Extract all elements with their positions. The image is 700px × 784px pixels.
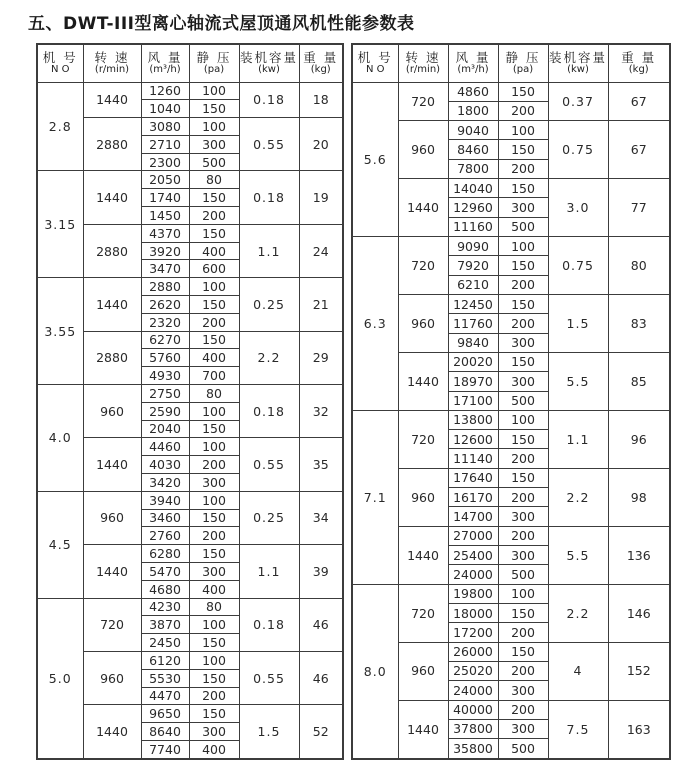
col-header-weight-label: 重 量 (303, 49, 339, 65)
volume-cell: 4860 (448, 82, 498, 101)
volume-cell: 17100 (448, 391, 498, 410)
col-header-volume (141, 44, 189, 82)
header-row (352, 44, 670, 82)
pressure-cell: 80 (189, 171, 239, 189)
speed-cell: 1440 (83, 545, 141, 598)
volume-cell: 27000 (448, 526, 498, 545)
volume-cell: 4230 (141, 598, 189, 616)
volume-cell: 7800 (448, 159, 498, 178)
pressure-cell: 200 (189, 456, 239, 474)
weight-cell: 146 (608, 584, 670, 642)
pressure-cell: 100 (189, 491, 239, 509)
col-header-weight (299, 44, 343, 82)
weight-cell: 19 (299, 171, 343, 224)
pressure-cell: 150 (498, 179, 548, 198)
capacity-cell: 0.18 (239, 385, 299, 438)
col-header-weight (608, 44, 670, 82)
pressure-cell: 500 (189, 153, 239, 171)
volume-cell: 4930 (141, 367, 189, 385)
pressure-cell: 150 (498, 294, 548, 313)
capacity-cell: 0.55 (239, 438, 299, 491)
capacity-cell: 1.1 (548, 410, 608, 468)
table-row (352, 352, 670, 371)
col-header-speed-unit: (r/min) (405, 64, 441, 76)
speed-cell: 1440 (398, 700, 448, 759)
volume-cell: 6210 (448, 275, 498, 294)
model-cell: 2.8 (37, 82, 83, 171)
speed-cell: 960 (398, 121, 448, 179)
volume-cell: 35800 (448, 739, 498, 759)
volume-cell: 8640 (141, 723, 189, 741)
weight-cell: 39 (299, 545, 343, 598)
pressure-cell: 200 (498, 661, 548, 680)
pressure-cell: 150 (189, 634, 239, 652)
pressure-cell: 150 (189, 189, 239, 207)
col-header-weight-unit: (kg) (628, 64, 649, 76)
pressure-cell: 700 (189, 367, 239, 385)
table-row (352, 82, 670, 101)
weight-cell: 67 (608, 121, 670, 179)
volume-cell: 3420 (141, 474, 189, 492)
pressure-cell: 150 (498, 352, 548, 371)
capacity-cell: 2.2 (548, 468, 608, 526)
col-header-model (352, 44, 398, 82)
pressure-cell: 200 (189, 313, 239, 331)
table-row (37, 652, 343, 670)
volume-cell: 11140 (448, 449, 498, 468)
volume-cell: 14700 (448, 507, 498, 526)
pressure-cell: 100 (189, 616, 239, 634)
pressure-cell: 400 (189, 580, 239, 598)
volume-cell: 16170 (448, 488, 498, 507)
pressure-cell: 400 (189, 740, 239, 759)
weight-cell: 98 (608, 468, 670, 526)
col-header-pressure-unit: (pa) (512, 64, 534, 76)
pressure-cell: 500 (498, 217, 548, 236)
speed-cell: 960 (398, 642, 448, 700)
weight-cell: 77 (608, 179, 670, 237)
volume-cell: 2040 (141, 420, 189, 438)
pressure-cell: 300 (498, 198, 548, 217)
speed-cell: 960 (83, 385, 141, 438)
speed-cell: 960 (398, 294, 448, 352)
volume-cell: 13800 (448, 410, 498, 429)
col-header-volume (448, 44, 498, 82)
speed-cell: 960 (83, 652, 141, 705)
volume-cell: 6280 (141, 545, 189, 563)
model-cell: 3.15 (37, 171, 83, 278)
pressure-cell: 200 (498, 526, 548, 545)
tables-container (36, 43, 700, 760)
col-header-model-label: 机 号 (42, 49, 78, 65)
capacity-cell: 0.18 (239, 598, 299, 651)
table-row (37, 224, 343, 242)
model-cell: 3.55 (37, 278, 83, 385)
col-header-volume-label: 风 量 (455, 49, 491, 65)
table-row (37, 438, 343, 456)
pressure-cell: 200 (498, 488, 548, 507)
col-header-capacity-unit: (kw) (258, 64, 280, 76)
volume-cell: 5530 (141, 669, 189, 687)
volume-cell: 9840 (448, 333, 498, 352)
col-header-pressure-unit: (pa) (203, 64, 225, 76)
volume-cell: 12450 (448, 294, 498, 313)
col-header-model-unit: N O (365, 64, 385, 76)
pressure-cell: 150 (498, 642, 548, 661)
pressure-cell: 100 (498, 410, 548, 429)
speed-cell: 2880 (83, 118, 141, 171)
volume-cell: 12600 (448, 430, 498, 449)
capacity-cell: 0.75 (548, 121, 608, 179)
weight-cell: 29 (299, 331, 343, 384)
capacity-cell: 0.75 (548, 237, 608, 295)
pressure-cell: 300 (189, 563, 239, 581)
capacity-cell: 4 (548, 642, 608, 700)
col-header-volume-unit: (m³/h) (457, 64, 489, 76)
table-row (37, 118, 343, 136)
pressure-cell: 150 (189, 100, 239, 118)
volume-cell: 24000 (448, 681, 498, 700)
pressure-cell: 500 (498, 391, 548, 410)
col-header-capacity (548, 44, 608, 82)
pressure-cell: 150 (498, 603, 548, 622)
capacity-cell: 5.5 (548, 352, 608, 410)
pressure-cell: 100 (189, 278, 239, 296)
col-header-capacity (239, 44, 299, 82)
weight-cell: 24 (299, 224, 343, 277)
volume-cell: 40000 (448, 700, 498, 719)
header-row (37, 44, 343, 82)
volume-cell: 20020 (448, 352, 498, 371)
speed-cell: 1440 (398, 526, 448, 584)
col-header-speed-label: 转 速 (405, 49, 441, 65)
model-cell: 7.1 (352, 410, 398, 584)
table-row (352, 700, 670, 719)
table-row (352, 121, 670, 140)
weight-cell: 35 (299, 438, 343, 491)
volume-cell: 12960 (448, 198, 498, 217)
table-row (352, 237, 670, 256)
pressure-cell: 100 (189, 438, 239, 456)
speed-cell: 1440 (398, 352, 448, 410)
table-row (37, 491, 343, 509)
pressure-cell: 150 (498, 430, 548, 449)
speed-cell: 1440 (398, 179, 448, 237)
table-row (37, 598, 343, 616)
col-header-capacity-label: 装机容量 (239, 49, 298, 65)
weight-cell: 46 (299, 598, 343, 651)
volume-cell: 9090 (448, 237, 498, 256)
volume-cell: 6270 (141, 331, 189, 349)
volume-cell: 19800 (448, 584, 498, 603)
col-header-pressure-label: 静 压 (196, 49, 232, 65)
page-title: 五、DWT-III型离心轴流式屋顶通风机性能参数表 (28, 14, 415, 34)
table-row (352, 468, 670, 487)
pressure-cell: 300 (498, 546, 548, 565)
pressure-cell: 300 (498, 507, 548, 526)
capacity-cell: 7.5 (548, 700, 608, 759)
capacity-cell: 1.1 (239, 545, 299, 598)
speed-cell: 720 (83, 598, 141, 651)
spec-table-left (36, 43, 344, 760)
pressure-cell: 100 (189, 118, 239, 136)
volume-cell: 26000 (448, 642, 498, 661)
volume-cell: 2590 (141, 402, 189, 420)
weight-cell: 152 (608, 642, 670, 700)
table-row (37, 331, 343, 349)
col-header-pressure-label: 静 压 (505, 49, 541, 65)
volume-cell: 24000 (448, 565, 498, 584)
pressure-cell: 100 (189, 402, 239, 420)
pressure-cell: 300 (189, 135, 239, 153)
pressure-cell: 100 (498, 237, 548, 256)
volume-cell: 18000 (448, 603, 498, 622)
col-header-weight-unit: (kg) (310, 64, 331, 76)
speed-cell: 2880 (83, 331, 141, 384)
volume-cell: 14040 (448, 179, 498, 198)
pressure-cell: 300 (498, 681, 548, 700)
volume-cell: 3940 (141, 491, 189, 509)
capacity-cell: 0.25 (239, 491, 299, 544)
table-row (37, 278, 343, 296)
pressure-cell: 100 (498, 121, 548, 140)
col-header-pressure (189, 44, 239, 82)
capacity-cell: 1.5 (548, 294, 608, 352)
weight-cell: 80 (608, 237, 670, 295)
volume-cell: 2620 (141, 296, 189, 314)
speed-cell: 720 (398, 237, 448, 295)
volume-cell: 37800 (448, 719, 498, 738)
table-row (37, 82, 343, 100)
volume-cell: 17200 (448, 623, 498, 642)
weight-cell: 163 (608, 700, 670, 759)
col-header-volume-label: 风 量 (147, 49, 183, 65)
volume-cell: 2880 (141, 278, 189, 296)
weight-cell: 83 (608, 294, 670, 352)
volume-cell: 25400 (448, 546, 498, 565)
speed-cell: 1440 (83, 82, 141, 118)
pressure-cell: 100 (498, 584, 548, 603)
pressure-cell: 150 (189, 705, 239, 723)
weight-cell: 67 (608, 82, 670, 121)
capacity-cell: 3.0 (548, 179, 608, 237)
pressure-cell: 200 (498, 314, 548, 333)
col-header-speed (398, 44, 448, 82)
volume-cell: 8460 (448, 140, 498, 159)
table-row (37, 705, 343, 723)
speed-cell: 720 (398, 584, 448, 642)
model-cell: 5.6 (352, 82, 398, 237)
volume-cell: 3470 (141, 260, 189, 278)
pressure-cell: 200 (498, 101, 548, 120)
pressure-cell: 100 (189, 82, 239, 100)
volume-cell: 5760 (141, 349, 189, 367)
volume-cell: 4680 (141, 580, 189, 598)
table-row (352, 526, 670, 545)
col-header-speed (83, 44, 141, 82)
pressure-cell: 150 (189, 509, 239, 527)
volume-cell: 11760 (448, 314, 498, 333)
capacity-cell: 0.25 (239, 278, 299, 331)
pressure-cell: 600 (189, 260, 239, 278)
col-header-pressure (498, 44, 548, 82)
weight-cell: 96 (608, 410, 670, 468)
capacity-cell: 2.2 (548, 584, 608, 642)
model-cell: 8.0 (352, 584, 398, 759)
weight-cell: 136 (608, 526, 670, 584)
col-header-capacity-unit: (kw) (567, 64, 589, 76)
speed-cell: 1440 (83, 278, 141, 331)
spec-table-right (351, 43, 671, 760)
volume-cell: 4460 (141, 438, 189, 456)
pressure-cell: 200 (189, 687, 239, 705)
volume-cell: 9650 (141, 705, 189, 723)
volume-cell: 5470 (141, 563, 189, 581)
pressure-cell: 150 (189, 331, 239, 349)
speed-cell: 2880 (83, 224, 141, 277)
pressure-cell: 200 (189, 527, 239, 545)
volume-cell: 2320 (141, 313, 189, 331)
volume-cell: 18970 (448, 372, 498, 391)
pressure-cell: 150 (189, 420, 239, 438)
weight-cell: 21 (299, 278, 343, 331)
pressure-cell: 400 (189, 349, 239, 367)
pressure-cell: 200 (498, 159, 548, 178)
col-header-speed-unit: (r/min) (94, 64, 130, 76)
volume-cell: 11160 (448, 217, 498, 236)
volume-cell: 4470 (141, 687, 189, 705)
volume-cell: 2760 (141, 527, 189, 545)
volume-cell: 7740 (141, 740, 189, 759)
volume-cell: 3870 (141, 616, 189, 634)
capacity-cell: 0.37 (548, 82, 608, 121)
speed-cell: 1440 (83, 171, 141, 224)
speed-cell: 1440 (83, 438, 141, 491)
col-header-model-label: 机 号 (357, 49, 393, 65)
pressure-cell: 150 (189, 545, 239, 563)
capacity-cell: 1.5 (239, 705, 299, 759)
volume-cell: 1260 (141, 82, 189, 100)
col-header-volume-unit: (m³/h) (149, 64, 181, 76)
pressure-cell: 400 (189, 242, 239, 260)
pressure-cell: 150 (498, 256, 548, 275)
table-row (352, 294, 670, 313)
volume-cell: 2300 (141, 153, 189, 171)
volume-cell: 3920 (141, 242, 189, 260)
pressure-cell: 200 (498, 449, 548, 468)
pressure-cell: 500 (498, 739, 548, 759)
capacity-cell: 0.55 (239, 652, 299, 705)
col-header-weight-label: 重 量 (621, 49, 657, 65)
table-row (37, 171, 343, 189)
speed-cell: 720 (398, 410, 448, 468)
pressure-cell: 80 (189, 385, 239, 403)
weight-cell: 18 (299, 82, 343, 118)
volume-cell: 9040 (448, 121, 498, 140)
pressure-cell: 100 (189, 652, 239, 670)
volume-cell: 2710 (141, 135, 189, 153)
weight-cell: 85 (608, 352, 670, 410)
volume-cell: 1450 (141, 207, 189, 225)
pressure-cell: 300 (189, 474, 239, 492)
capacity-cell: 0.55 (239, 118, 299, 171)
model-cell: 5.0 (37, 598, 83, 759)
table-row (352, 584, 670, 603)
volume-cell: 6120 (141, 652, 189, 670)
pressure-cell: 300 (498, 719, 548, 738)
capacity-cell: 0.18 (239, 82, 299, 118)
table-row (37, 545, 343, 563)
volume-cell: 2750 (141, 385, 189, 403)
pressure-cell: 200 (189, 207, 239, 225)
pressure-cell: 80 (189, 598, 239, 616)
weight-cell: 20 (299, 118, 343, 171)
pressure-cell: 200 (498, 700, 548, 719)
table-row (352, 179, 670, 198)
col-header-model (37, 44, 83, 82)
pressure-cell: 200 (498, 623, 548, 642)
weight-cell: 46 (299, 652, 343, 705)
model-cell: 6.3 (352, 237, 398, 411)
col-header-capacity-label: 装机容量 (548, 49, 607, 65)
pressure-cell: 150 (498, 82, 548, 101)
table-row (352, 642, 670, 661)
pressure-cell: 150 (498, 140, 548, 159)
table-row (352, 410, 670, 429)
volume-cell: 1740 (141, 189, 189, 207)
model-cell: 4.5 (37, 491, 83, 598)
speed-cell: 960 (83, 491, 141, 544)
pressure-cell: 150 (498, 468, 548, 487)
col-header-speed-label: 转 速 (94, 49, 130, 65)
volume-cell: 4370 (141, 224, 189, 242)
pressure-cell: 300 (498, 372, 548, 391)
capacity-cell: 1.1 (239, 224, 299, 277)
table-row (37, 385, 343, 403)
weight-cell: 52 (299, 705, 343, 759)
capacity-cell: 2.2 (239, 331, 299, 384)
weight-cell: 34 (299, 491, 343, 544)
pressure-cell: 150 (189, 296, 239, 314)
pressure-cell: 150 (189, 224, 239, 242)
speed-cell: 960 (398, 468, 448, 526)
speed-cell: 1440 (83, 705, 141, 759)
pressure-cell: 300 (189, 723, 239, 741)
pressure-cell: 500 (498, 565, 548, 584)
volume-cell: 2450 (141, 634, 189, 652)
capacity-cell: 5.5 (548, 526, 608, 584)
capacity-cell: 0.18 (239, 171, 299, 224)
volume-cell: 1800 (448, 101, 498, 120)
volume-cell: 3080 (141, 118, 189, 136)
speed-cell: 720 (398, 82, 448, 121)
pressure-cell: 300 (498, 333, 548, 352)
volume-cell: 1040 (141, 100, 189, 118)
volume-cell: 2050 (141, 171, 189, 189)
volume-cell: 25020 (448, 661, 498, 680)
volume-cell: 17640 (448, 468, 498, 487)
pressure-cell: 150 (189, 669, 239, 687)
pressure-cell: 200 (498, 275, 548, 294)
volume-cell: 7920 (448, 256, 498, 275)
model-cell: 4.0 (37, 385, 83, 492)
volume-cell: 4030 (141, 456, 189, 474)
volume-cell: 3460 (141, 509, 189, 527)
col-header-model-unit: N O (50, 64, 70, 76)
weight-cell: 32 (299, 385, 343, 438)
